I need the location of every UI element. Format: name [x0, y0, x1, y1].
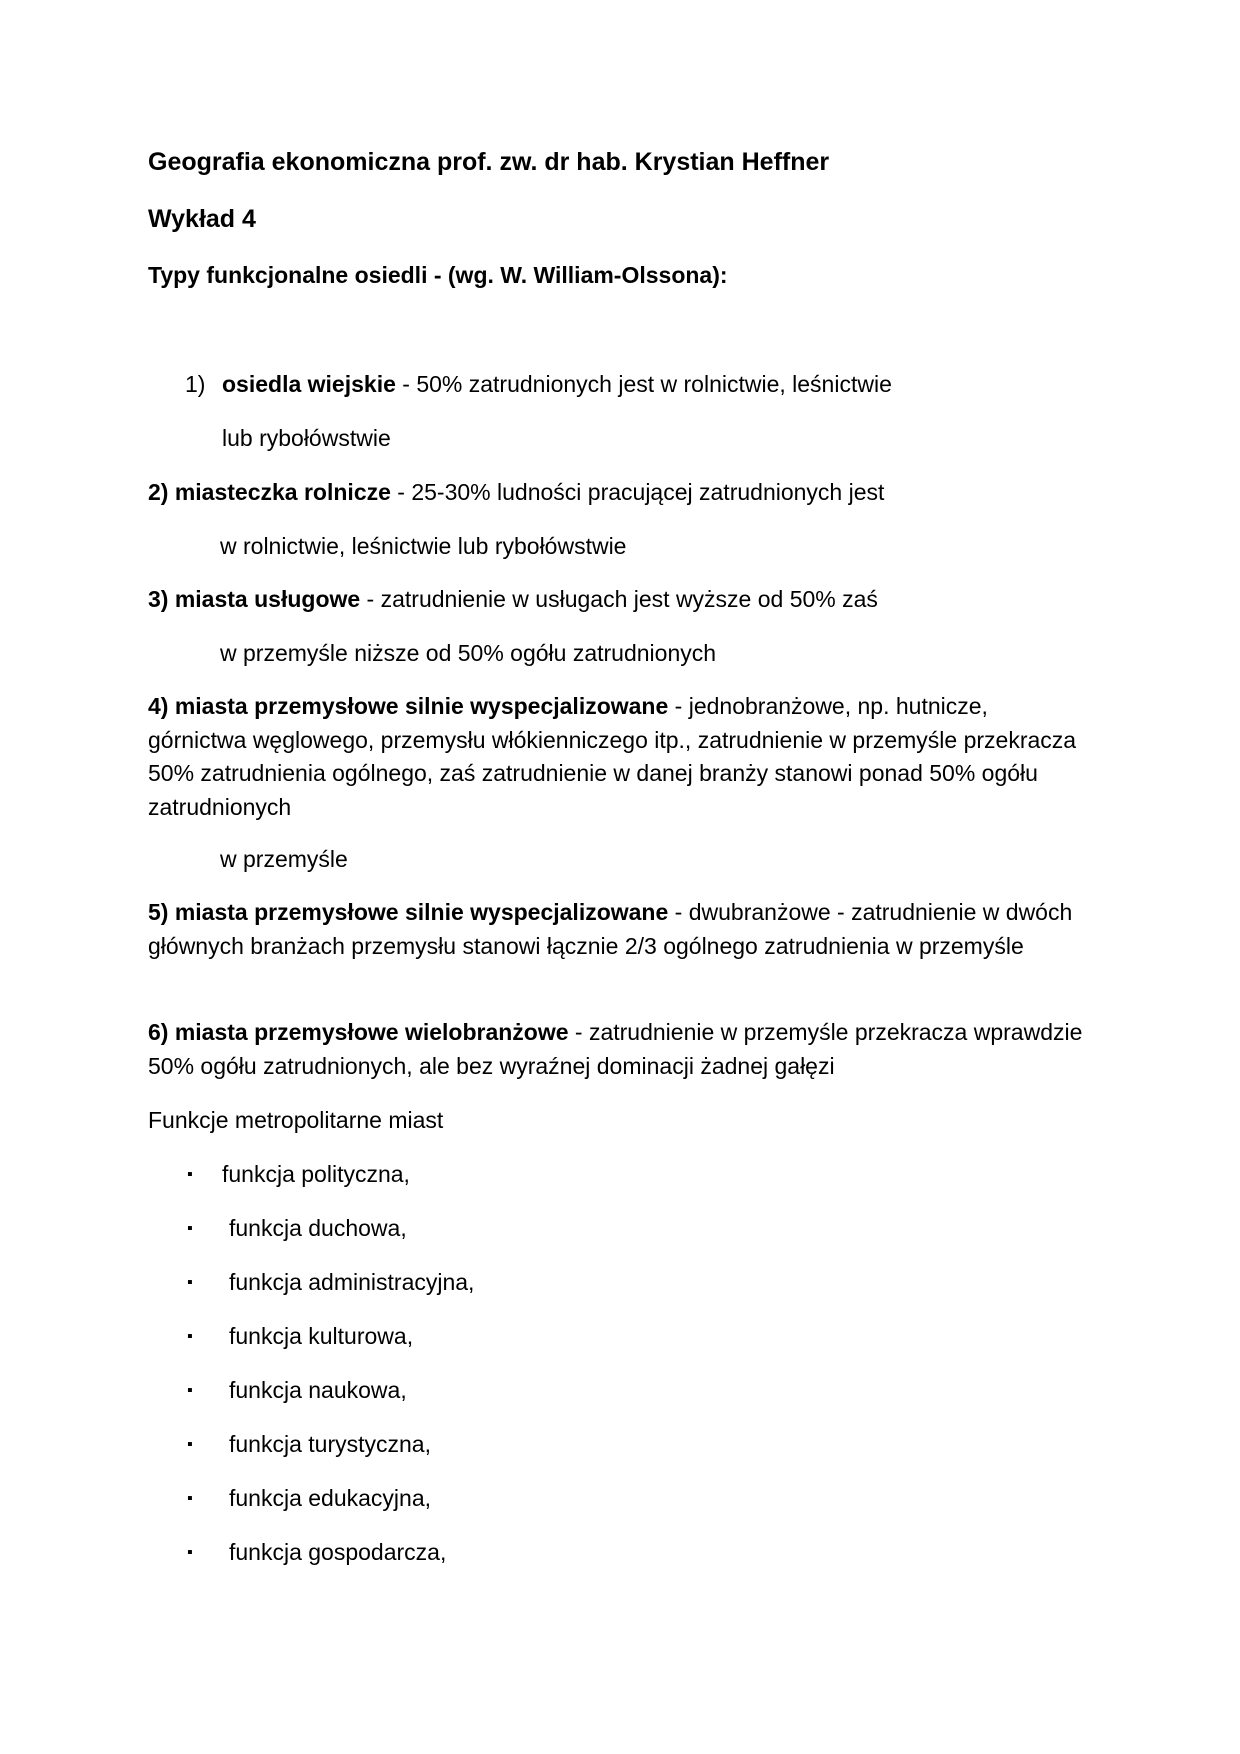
type-5-term: miasta przemysłowe silnie wyspecjalizowane: [174, 899, 669, 925]
type-2-line: [148, 476, 884, 509]
type-1-term: osiedla wiejskie: [222, 371, 396, 397]
type-4-desc: - jednobranżowe, np. hutnicze, górnictwa węglowego, przemysłu włókienniczego itp., zatrudnienie w przemyśle przekracza 50% zatrudnienia ogólnego, zaś zatrudnienie w danej branży stanowi ponad 50% ogółu zatrudnionych: [148, 693, 1077, 820]
metro-item-educational: funkcja edukacyjna,: [229, 1485, 432, 1511]
section-subtitle: Typy funkcjonalne osiedli - (wg. W. William-Olssona):: [148, 262, 728, 288]
metro-item-tourist: funkcja turystyczna,: [229, 1431, 431, 1457]
metro-heading: Funkcje metropolitarne miast: [148, 1107, 444, 1133]
document-title: Geografia ekonomiczna prof. zw. dr hab. Krystian Heffner: [148, 148, 830, 176]
type-2-number: 2): [148, 479, 169, 505]
type-3-number: 3): [148, 586, 169, 612]
type-1-line: [222, 368, 892, 401]
type-5-number: 5): [148, 899, 169, 925]
type-4-paragraph: [148, 690, 1088, 824]
type-2-term: miasteczka rolnicze: [174, 479, 391, 505]
lecture-number: Wykład 4: [148, 205, 256, 233]
type-4-term: miasta przemysłowe silnie wyspecjalizowane: [174, 693, 669, 719]
metro-item-scientific: funkcja naukowa,: [229, 1377, 407, 1403]
type-4-number: 4): [148, 693, 169, 719]
type-3-term: miasta usługowe: [174, 586, 361, 612]
bullet-marker: ▪: [187, 1436, 193, 1453]
metro-item-cultural: funkcja kulturowa,: [229, 1323, 414, 1349]
bullet-marker: ▪: [187, 1274, 193, 1291]
type-2-desc: - 25-30% ludności pracującej zatrudnionych jest: [390, 479, 885, 505]
type-1-number: 1): [185, 371, 206, 397]
type-5-paragraph: [148, 896, 1088, 963]
type-1-continuation: lub rybołówstwie: [222, 425, 391, 451]
bullet-marker: ▪: [187, 1220, 193, 1237]
type-2-continuation: w rolnictwie, leśnictwie lub rybołówstwie: [220, 533, 627, 559]
bullet-marker: ▪: [187, 1490, 193, 1507]
type-3-line: [148, 583, 878, 616]
bullet-marker: ▪: [187, 1166, 193, 1183]
bullet-marker: ▪: [187, 1382, 193, 1399]
type-4-continuation: w przemyśle: [220, 846, 348, 872]
metro-item-political: funkcja polityczna,: [222, 1161, 410, 1187]
metro-item-spiritual: funkcja duchowa,: [229, 1215, 407, 1241]
type-6-desc: - zatrudnienie w przemyśle przekracza wprawdzie 50% ogółu zatrudnionych, ale bez wyraźnej dominacji żadnej gałęzi: [148, 1019, 1083, 1079]
metro-item-administrative: funkcja administracyjna,: [229, 1269, 475, 1295]
type-3-desc: - zatrudnienie w usługach jest wyższe od 50% zaś: [360, 586, 878, 612]
type-6-term: miasta przemysłowe wielobranżowe: [174, 1019, 569, 1045]
type-1-desc: - 50% zatrudnionych jest w rolnictwie, leśnictwie: [395, 371, 892, 397]
type-5-desc: - dwubranżowe - zatrudnienie w dwóch głównych branżach przemysłu stanowi łącznie 2/3 ogólnego zatrudnienia w przemyśle: [148, 899, 1073, 959]
metro-item-economic: funkcja gospodarcza,: [229, 1539, 447, 1565]
bullet-marker: ▪: [187, 1544, 193, 1561]
type-6-number: 6): [148, 1019, 169, 1045]
bullet-marker: ▪: [187, 1328, 193, 1345]
type-6-paragraph: [148, 1016, 1088, 1083]
type-3-continuation: w przemyśle niższe od 50% ogółu zatrudnionych: [220, 640, 717, 666]
